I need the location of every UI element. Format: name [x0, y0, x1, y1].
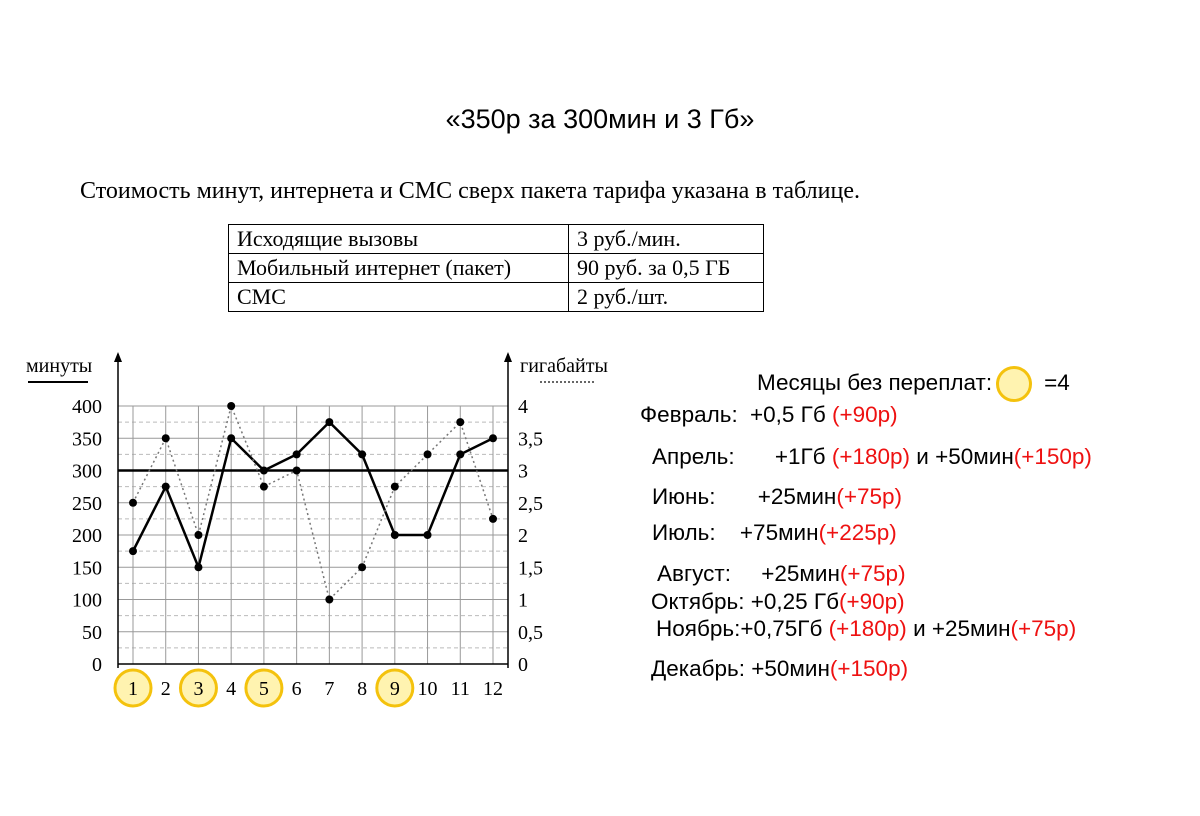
y-left-tick-label: 200 [72, 525, 102, 547]
x-tick-label: 10 [417, 678, 438, 700]
y-left-tick-label: 0 [92, 654, 102, 676]
gigabytes-point [325, 596, 333, 604]
note-cost: (+180р) [828, 616, 907, 641]
usage-chart [0, 330, 620, 710]
table-cell: 2 руб./шт. [569, 283, 764, 312]
note-line-august [657, 561, 906, 587]
left-axis-label: минуты [26, 355, 93, 377]
left-axis-arrow [114, 352, 122, 362]
table-cell: Мобильный интернет (пакет) [229, 254, 569, 283]
note-month: Октябрь: [651, 589, 745, 614]
note-month: Июль: [652, 520, 716, 545]
note-month: Апрель: [652, 444, 735, 469]
note-text-2: и +50мин [916, 444, 1014, 469]
note-cost-2: (+150р) [1013, 444, 1092, 469]
table-cell: 3 руб./мин. [569, 225, 764, 254]
gigabytes-point [260, 483, 268, 491]
minutes-point [293, 450, 301, 458]
tariff-table [228, 224, 764, 312]
note-text-2: и +25мин [913, 616, 1011, 641]
x-tick-label: 11 [450, 678, 470, 700]
x-tick-label: 5 [258, 678, 269, 700]
right-axis-label: гигабайты [520, 355, 608, 377]
table-cell: СМС [229, 283, 569, 312]
gigabytes-point [391, 483, 399, 491]
minutes-point [227, 434, 235, 442]
gigabytes-point [358, 563, 366, 571]
note-text: +25мин [757, 484, 837, 509]
highlight-legend-icon [996, 366, 1032, 402]
note-month: Август: [657, 561, 731, 586]
note-text: +0,25 Гб [750, 589, 839, 614]
gigabytes-point [227, 402, 235, 410]
table-row [229, 254, 764, 283]
note-cost: (+225р) [818, 520, 897, 545]
table-cell: Исходящие вызовы [229, 225, 569, 254]
x-tick-label: 6 [291, 678, 302, 700]
minutes-point [260, 467, 268, 475]
y-left-tick-label: 150 [72, 557, 102, 580]
table-row [229, 225, 764, 254]
table-row [229, 283, 764, 312]
gigabytes-point [456, 418, 464, 426]
y-right-tick-label: 1 [518, 589, 528, 612]
note-month: Февраль: [640, 402, 738, 427]
note-text: +50мин [751, 656, 830, 681]
note-line-july [652, 520, 897, 546]
x-tick-label: 12 [483, 678, 503, 700]
minutes-point [194, 563, 202, 571]
y-right-tick-label: 4 [518, 396, 528, 418]
note-line-june [652, 484, 902, 510]
minutes-point [129, 547, 137, 555]
y-left-tick-label: 300 [72, 460, 102, 483]
x-tick-label: 3 [193, 678, 204, 700]
x-tick-label: 1 [128, 678, 138, 700]
minutes-point [162, 483, 170, 491]
note-line-november [656, 616, 1076, 642]
y-left-tick-label: 250 [72, 492, 102, 515]
minutes-point [325, 418, 333, 426]
right-axis-arrow [504, 352, 512, 362]
minutes-point [424, 531, 432, 539]
summary-text: Месяцы без переплат: [757, 369, 993, 395]
note-cost-2: (+75р) [1010, 616, 1077, 641]
note-text: +0,75Гб [740, 616, 823, 641]
note-text: +25мин [761, 561, 840, 586]
gigabytes-point [162, 434, 170, 442]
gigabytes-point [293, 467, 301, 475]
minutes-point [358, 450, 366, 458]
note-text: +0,5 Гб [749, 402, 826, 427]
minutes-point [391, 531, 399, 539]
x-tick-label: 4 [226, 678, 237, 700]
note-month: Декабрь: [651, 656, 745, 681]
note-line-april [652, 444, 1092, 470]
intro-text: Стоимость минут, интернета и СМС сверх пакета тарифа указана в таблице. [80, 178, 860, 204]
y-left-tick-label: 50 [82, 621, 102, 644]
note-month: Ноябрь: [656, 616, 741, 641]
table-cell: 90 руб. за 0,5 ГБ [569, 254, 764, 283]
x-tick-label: 7 [324, 678, 335, 700]
minutes-point [456, 450, 464, 458]
note-line-december [651, 656, 908, 682]
note-month: Июнь: [652, 484, 716, 509]
minutes-series-line [133, 422, 493, 567]
x-tick-label: 2 [160, 678, 171, 700]
note-line-october [651, 589, 905, 615]
y-left-tick-label: 100 [72, 589, 102, 612]
note-cost: (+150р) [829, 656, 909, 681]
gigabytes-point [129, 499, 137, 507]
y-right-tick-label: 0,5 [518, 621, 543, 644]
y-right-tick-label: 1,5 [518, 557, 543, 580]
y-right-tick-label: 2 [518, 525, 528, 547]
x-tick-label: 8 [357, 678, 368, 700]
x-tick-label: 9 [389, 678, 400, 700]
gigabytes-point [489, 515, 497, 523]
minutes-point [489, 434, 497, 442]
note-cost: (+75р) [836, 484, 903, 509]
gigabytes-point [424, 450, 432, 458]
y-right-tick-label: 3,5 [518, 428, 543, 451]
note-cost: (+75р) [839, 561, 906, 586]
summary-line [757, 366, 1070, 402]
gigabytes-point [194, 531, 202, 539]
y-right-tick-label: 0 [518, 654, 528, 676]
note-cost: (+90р) [839, 589, 905, 614]
page-title: «350р за 300мин и 3 Гб» [445, 104, 755, 134]
note-cost: (+90р) [831, 402, 898, 427]
y-left-tick-label: 400 [72, 396, 102, 418]
note-cost: (+180р) [831, 444, 911, 469]
note-text: +75мин [739, 520, 819, 545]
y-right-tick-label: 3 [518, 460, 528, 483]
note-line-february [640, 402, 898, 428]
y-left-tick-label: 350 [72, 428, 102, 451]
y-right-tick-label: 2,5 [518, 492, 543, 515]
summary-value: =4 [1044, 369, 1070, 395]
note-text: +1Гб [774, 444, 826, 469]
